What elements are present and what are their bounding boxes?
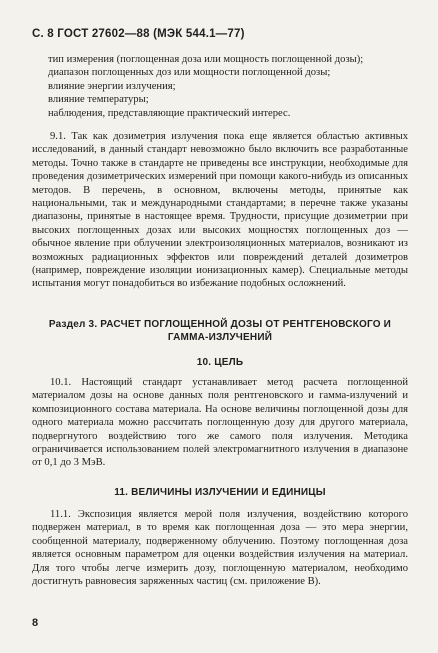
parameter-list — [32, 53, 408, 120]
list-item: тип измерения (поглощенная доза или мощность поглощенной дозы); — [48, 54, 364, 65]
list-item: диапазон поглощенных доз или мощности поглощенной дозы; — [48, 67, 331, 79]
list-item: наблюдения, представляющие практический интерес. — [48, 107, 291, 119]
section-3-title: Раздел 3. РАСЧЕТ ПОГЛОЩЕННОЙ ДОЗЫ ОТ РЕНТГЕНОВСКОГО И ГАММА-ИЗЛУЧЕНИЙ — [48, 319, 392, 343]
subsection-10-title: 10. ЦЕЛЬ — [196, 357, 244, 368]
paragraph-10-1: 10.1. Настоящий стандарт устанавливает метод расчета поглощенной материалом дозы на основе данных поля рентгеновского и гамма-излучений и композиционного состава материала. На основе величины поглощенной дозы для одного материала можно рассчитать поглощенную дозу для другого материала, подвергнутого воздействию того же самого поля излучения. Методика ограничивается использованием полей электромагнитного излучения в диапазоне от 0,1 до 3 МэВ. — [32, 377, 408, 469]
list-item: влияние температуры; — [48, 94, 149, 106]
page-number: 8 — [32, 617, 39, 629]
paragraph-11-1: 11.1. Экспозиция является мерой поля излучения, воздействию которого подвержен материал, в то время как поглощенная доза — это мера энергии, сообщенной материалу, подверженному облучению. Поэтому поглощенная доза является основным параметром для оценки воздействия излучения на материал. Для того чтобы легче измерить дозу, поглощенную материалом, необходимо достигнуть равновесия заряженных частиц (см. приложение В). — [32, 509, 408, 588]
list-item: влияние энергии излучения; — [48, 80, 176, 92]
page-header: С. 8 ГОСТ 27602—88 (МЭК 544.1—77) — [32, 28, 245, 40]
subsection-11-title: 11. ВЕЛИЧИНЫ ИЗЛУЧЕНИИ И ЕДИНИЦЫ — [114, 487, 326, 498]
paragraph-9-1: 9.1. Так как дозиметрия излучения пока еще является областью активных исследований, в данный стандарт невозможно было включить все разработанные методы. Точно также в стандарте не приведены все инструкции, необходимые для проведения дозиметрических измерений при помощи какого-нибудь из описанных методов. В перечень, в основном, включены методы, принятые как национальными, так и международными стандартами; в перечне также указаны диапазоны, принятые в настоящее время. Трудности, присущие дозиметрии при высоких поглощенных дозах или высоких мощностях поглощенных доз — обычное явление при облучении электроизоляционных материалов, возникают из возможных радиационных эффектов или повреждений деталей дозиметров (например, повреждение изоляции ионизационных камер). Специальные методы испытания могут понадобиться во избежание подобных осложнений. — [32, 131, 408, 290]
